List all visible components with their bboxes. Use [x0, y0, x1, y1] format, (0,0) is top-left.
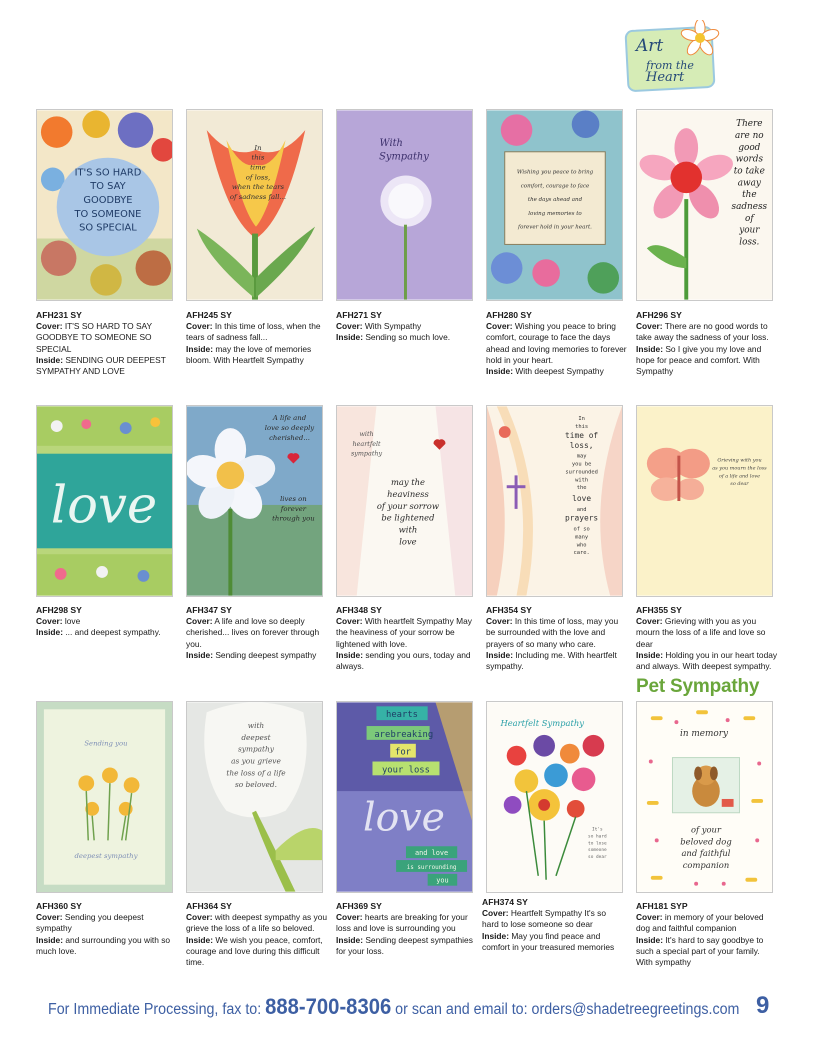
caption-afh354	[486, 605, 628, 672]
sku: AFH181 SYP	[636, 901, 688, 911]
card-art-afh348	[337, 406, 472, 596]
art-text-4: may the	[390, 477, 425, 488]
caption-afh181	[636, 901, 778, 968]
art-text-5: the loss of a life	[226, 768, 286, 778]
cover-text: in memory of your beloved dog and faithful companion	[636, 912, 764, 934]
pet-sympathy-heading: Pet Sympathy	[636, 676, 760, 697]
art-text-2: deepest sympathy	[74, 852, 138, 861]
art-text-3: of a life and love	[718, 473, 761, 480]
caption-afh347	[186, 605, 328, 661]
art-text-9: you	[436, 876, 449, 885]
caption-afh271	[336, 310, 478, 344]
card-image-afh348[interactable]	[336, 405, 473, 597]
art-text-4: loving memories to	[528, 210, 582, 217]
art-text-1: IT'S SO HARD	[74, 167, 142, 179]
art-text-6: of sadness fall...	[229, 193, 287, 202]
art-text-6: so dear	[588, 855, 607, 861]
card-image-afh360[interactable]	[36, 701, 173, 893]
art-text-8: with	[398, 524, 418, 535]
sku: AFH354 SY	[486, 605, 532, 615]
cover-text: Wishing you peace to bring comfort, courage to face the days ahead and loving memories to forever hold in your heart.	[486, 321, 627, 365]
card-image-afh296[interactable]	[636, 109, 773, 301]
card-image-afh245[interactable]	[186, 109, 323, 301]
art-text-2: TO SAY	[90, 181, 126, 193]
art-text-1: In	[578, 416, 585, 423]
art-text-1: There	[736, 119, 763, 130]
art-text-5: SO SPECIAL	[79, 222, 137, 234]
sku: AFH369 SY	[336, 901, 382, 911]
art-text-5: someone	[588, 848, 607, 854]
art-text-3: the days ahead and	[527, 197, 583, 204]
inside-text: So I give you my love and hope for peace and comfort. With Sympathy	[636, 343, 762, 377]
caption-afh374	[482, 897, 624, 953]
sku: AFH280 SY	[486, 310, 532, 320]
art-text-3: time	[250, 163, 266, 172]
cover-label: Cover:	[36, 321, 63, 332]
inside-text: Sending so much love.	[365, 332, 451, 343]
inside-text: With deepest Sympathy	[515, 366, 604, 377]
art-text-4: as you grieve	[231, 756, 281, 766]
cover-text: Sending you deepest sympathy	[36, 912, 144, 934]
cover-label: Cover:	[636, 321, 663, 332]
cover-text: With heartfelt Sympathy May the heaviness of your sorrow be lightened with love.	[336, 616, 472, 649]
art-text-1: Grieving with you	[717, 457, 762, 464]
cover-label: Cover:	[336, 616, 363, 627]
email-link[interactable]: orders@shadetreegreetings.com	[531, 1001, 740, 1018]
art-text-2: as you mourn the loss	[712, 465, 767, 472]
caption-afh298	[36, 605, 178, 639]
art-text-1: A life and	[272, 414, 307, 423]
art-text-12: prayers	[564, 513, 599, 523]
inside-text: ... and deepest sympathy.	[65, 627, 161, 638]
art-text-3: beloved dog	[680, 836, 732, 847]
cover-label: Cover:	[186, 321, 213, 332]
art-text-6: of your sorrow	[376, 500, 439, 511]
sku: AFH298 SY	[36, 605, 82, 615]
art-text-7: the	[742, 190, 757, 201]
art-text-4: lives on	[280, 495, 307, 503]
art-text-1: with	[247, 721, 265, 731]
card-art-afh280	[487, 110, 622, 300]
art-text-8: sadness	[731, 201, 768, 212]
art-text-4: words	[735, 154, 764, 165]
cover-text: hearts are breaking for your loss and love is surrounding you	[336, 912, 468, 934]
card-art-afh355	[637, 406, 772, 596]
inside-label: Inside:	[486, 649, 513, 660]
inside-text: Holding you in our heart today and always. With deepest sympathy.	[636, 649, 778, 672]
art-text-1: with	[359, 429, 374, 438]
cover-text: IT'S SO HARD TO SAY GOODBYE TO SOMEONE SO SPECIAL	[36, 321, 152, 354]
inside-text: Including me. With heartfelt sympathy.	[486, 649, 617, 672]
art-text-1: Sending you	[84, 739, 128, 748]
cover-label: Cover:	[36, 912, 63, 923]
art-text-4: TO SOMEONE	[74, 208, 142, 220]
art-text-11: loss.	[739, 237, 760, 248]
logo-line-art: Art	[636, 36, 664, 56]
art-text-5: heaviness	[387, 489, 429, 500]
art-text-2: comfort, courage to face	[520, 183, 590, 190]
art-text-2: It's	[592, 827, 603, 833]
art-text-7: and love	[415, 849, 449, 858]
art-text-2: are	[374, 729, 391, 740]
art-text-4: of loss,	[245, 173, 271, 182]
caption-afh231	[36, 310, 178, 377]
inside-label: Inside:	[36, 627, 63, 638]
art-text-3: breaking	[390, 729, 434, 740]
card-image-afh271[interactable]	[336, 109, 473, 301]
art-text-16: care.	[573, 550, 590, 557]
art-text-7: surrounded	[565, 469, 598, 476]
art-text-1: Heartfelt Sympathy	[500, 718, 584, 729]
caption-afh280	[486, 310, 628, 377]
caption-afh360	[36, 901, 178, 957]
art-text-2: Sympathy	[379, 151, 429, 163]
inside-label: Inside:	[186, 649, 213, 660]
cover-label: Cover:	[636, 616, 663, 627]
cover-text: with deepest sympathy as you grieve the loss of a life so beloved.	[186, 912, 328, 934]
card-image-afh347[interactable]	[186, 405, 323, 597]
inside-text: Sending deepest sympathy	[215, 649, 317, 660]
inside-label: Inside:	[186, 934, 213, 945]
cover-label: Cover:	[186, 616, 213, 627]
inside-label: Inside:	[482, 930, 509, 941]
sku: AFH360 SY	[36, 901, 82, 911]
logo-line-from-the: from the	[646, 59, 694, 72]
cover-text: Grieving with you as you mourn the loss of a life and love so dear	[636, 616, 766, 649]
art-text-1: In	[254, 143, 262, 152]
inside-text: It's hard to say goodbye to such a special part of your family. With sympathy	[636, 934, 764, 968]
art-text-3: time of	[564, 430, 599, 440]
art-text-5: to take	[733, 166, 765, 177]
sku: AFH347 SY	[186, 605, 232, 615]
art-text-1: in memory	[680, 728, 728, 739]
cover-text: In this time of loss, when the tears of sadness fall...	[186, 321, 321, 343]
card-image-afh355[interactable]	[636, 405, 773, 597]
art-text-4: loss,	[569, 440, 594, 450]
art-text-8: is surrounding	[406, 864, 457, 871]
art-text-5: forever hold in your heart.	[518, 224, 592, 231]
card-art-afh298	[37, 406, 172, 596]
footer-lead: For Immediate Processing, fax to:	[48, 1001, 262, 1018]
cover-text: love	[64, 616, 81, 627]
art-text-2: heartfelt	[352, 439, 381, 448]
art-text-4: to lose	[588, 841, 607, 847]
card-image-afh364[interactable]	[186, 701, 323, 893]
art-text-9: love	[399, 536, 417, 547]
art-text-10: your	[739, 225, 760, 236]
art-text-3: GOODBYE	[83, 195, 133, 207]
card-image-afh298[interactable]	[36, 405, 173, 597]
fax-number[interactable]: 888-700-8306	[265, 994, 392, 1019]
card-image-afh231[interactable]	[36, 109, 173, 301]
card-art-afh369	[337, 702, 472, 892]
caption-afh369	[336, 901, 478, 957]
inside-text: Sending deepest sympathies for your loss.	[336, 934, 473, 956]
art-text-9: of	[745, 213, 754, 224]
card-art-afh347	[187, 406, 322, 596]
inside-label: Inside:	[636, 649, 663, 660]
card-image-afh280[interactable]	[486, 109, 623, 301]
art-text-11: and	[576, 506, 587, 513]
caption-afh245	[186, 310, 328, 366]
art-text-5: your loss	[381, 765, 430, 776]
art-text-3: so hard	[588, 834, 607, 840]
inside-text: May you find peace and comfort in your treasured memories	[482, 930, 615, 952]
art-text-10: love	[572, 494, 592, 503]
inside-label: Inside:	[36, 354, 63, 365]
art-text-9: the	[576, 485, 587, 492]
sku: AFH364 SY	[186, 901, 232, 911]
footer-order-instructions	[48, 994, 740, 1020]
card-image-afh369[interactable]	[336, 701, 473, 893]
art-text-5: companion	[682, 859, 730, 870]
cover-text: Heartfelt Sympathy It's so hard to lose someone so dear	[482, 908, 607, 930]
art-text-2: this	[575, 424, 589, 431]
card-image-afh374[interactable]	[486, 701, 623, 893]
inside-text: SENDING OUR DEEPEST SYMPATHY AND LOVE	[36, 354, 166, 377]
card-art-afh374	[487, 702, 622, 892]
sku: AFH374 SY	[482, 897, 528, 907]
art-text-3: good	[738, 142, 761, 153]
art-text-2: deepest	[241, 732, 271, 742]
logo-line-from-the-heart	[646, 60, 694, 84]
art-text-6: you be	[571, 461, 592, 468]
inside-text: and surrounding you with so much love.	[36, 934, 171, 956]
art-text-4: so dear	[730, 481, 749, 488]
art-text-1: hearts	[386, 710, 419, 721]
art-text-2: this	[251, 153, 265, 162]
card-art-afh364	[187, 702, 322, 892]
art-text-2: of your	[691, 824, 721, 835]
inside-label: Inside:	[336, 332, 363, 343]
card-art-afh271	[337, 110, 472, 300]
inside-label: Inside:	[336, 934, 363, 945]
art-text-3: sympathy	[238, 744, 274, 754]
card-art-afh245	[187, 110, 322, 300]
sku: AFH296 SY	[636, 310, 682, 320]
inside-label: Inside:	[186, 343, 213, 354]
art-text-3: cherished...	[269, 433, 310, 442]
caption-afh355	[636, 605, 778, 672]
art-text-1: Wishing you peace to bring	[516, 169, 594, 176]
caption-afh364	[186, 901, 328, 968]
art-text-7: be lightened	[381, 512, 435, 523]
cover-label: Cover:	[486, 321, 513, 332]
art-text-2: are no	[735, 130, 764, 141]
sku: AFH271 SY	[336, 310, 382, 320]
cover-text: With Sympathy	[364, 321, 422, 332]
sku: AFH355 SY	[636, 605, 682, 615]
art-text-1: With	[379, 137, 403, 149]
flower-icon	[680, 20, 720, 56]
art-text-3: sympathy	[350, 449, 383, 458]
inside-text: may the love of memories bloom. With Heartfelt Sympathy	[186, 343, 312, 365]
footer-middle: or scan and email to:	[395, 1001, 528, 1018]
art-text-4: and faithful	[681, 848, 731, 859]
art-text-6: through you	[272, 514, 315, 523]
art-text-2: love so deeply	[264, 424, 315, 433]
art-text-6: so beloved.	[234, 780, 278, 790]
cover-text: There are no good words to take away the sadness of your loss.	[636, 321, 769, 343]
card-art-afh181	[637, 702, 772, 892]
art-text-8: with	[575, 477, 589, 484]
cover-label: Cover:	[336, 912, 363, 923]
art-text-6: love	[363, 794, 445, 841]
sku: AFH348 SY	[336, 605, 382, 615]
inside-label: Inside:	[36, 934, 63, 945]
art-text-6: away	[737, 178, 761, 189]
card-image-afh181[interactable]	[636, 701, 773, 893]
inside-label: Inside:	[486, 366, 513, 377]
cover-label: Cover:	[36, 616, 63, 627]
art-text-1: love	[50, 475, 158, 536]
art-text-4: for	[395, 747, 412, 758]
art-text-5: may	[576, 453, 587, 460]
card-art-afh296	[637, 110, 772, 300]
card-art-afh231	[37, 110, 172, 300]
card-art-afh360	[37, 702, 172, 892]
cover-text: In this time of loss, may you be surrounded with the love and prayers of so many who care.	[486, 616, 619, 649]
card-art-afh354	[487, 406, 622, 596]
logo-line-heart: Heart	[646, 70, 685, 85]
art-text-14: many	[575, 534, 589, 541]
art-text-15: who	[576, 542, 587, 549]
caption-afh348	[336, 605, 478, 672]
sku: AFH231 SY	[36, 310, 82, 320]
cover-label: Cover:	[482, 908, 509, 919]
inside-label: Inside:	[636, 934, 663, 945]
inside-label: Inside:	[636, 343, 663, 354]
art-text-5: when the tears	[231, 183, 285, 192]
page-number: 9	[756, 992, 770, 1019]
inside-text: sending you ours, today and always.	[336, 649, 471, 672]
caption-afh296	[636, 310, 778, 377]
cover-label: Cover:	[486, 616, 513, 627]
cover-label: Cover:	[336, 321, 363, 332]
art-text-5: forever	[280, 504, 307, 513]
art-text-13: of so	[573, 526, 590, 533]
cover-text: A life and love so deeply cherished... lives on forever through you.	[186, 616, 320, 649]
card-image-afh354[interactable]	[486, 405, 623, 597]
inside-text: We wish you peace, comfort, courage and love during this difficult time.	[186, 934, 323, 968]
sku: AFH245 SY	[186, 310, 232, 320]
cover-label: Cover:	[186, 912, 213, 923]
cover-label: Cover:	[636, 912, 663, 923]
inside-label: Inside:	[336, 649, 363, 660]
art-from-the-heart-logo	[622, 22, 718, 94]
